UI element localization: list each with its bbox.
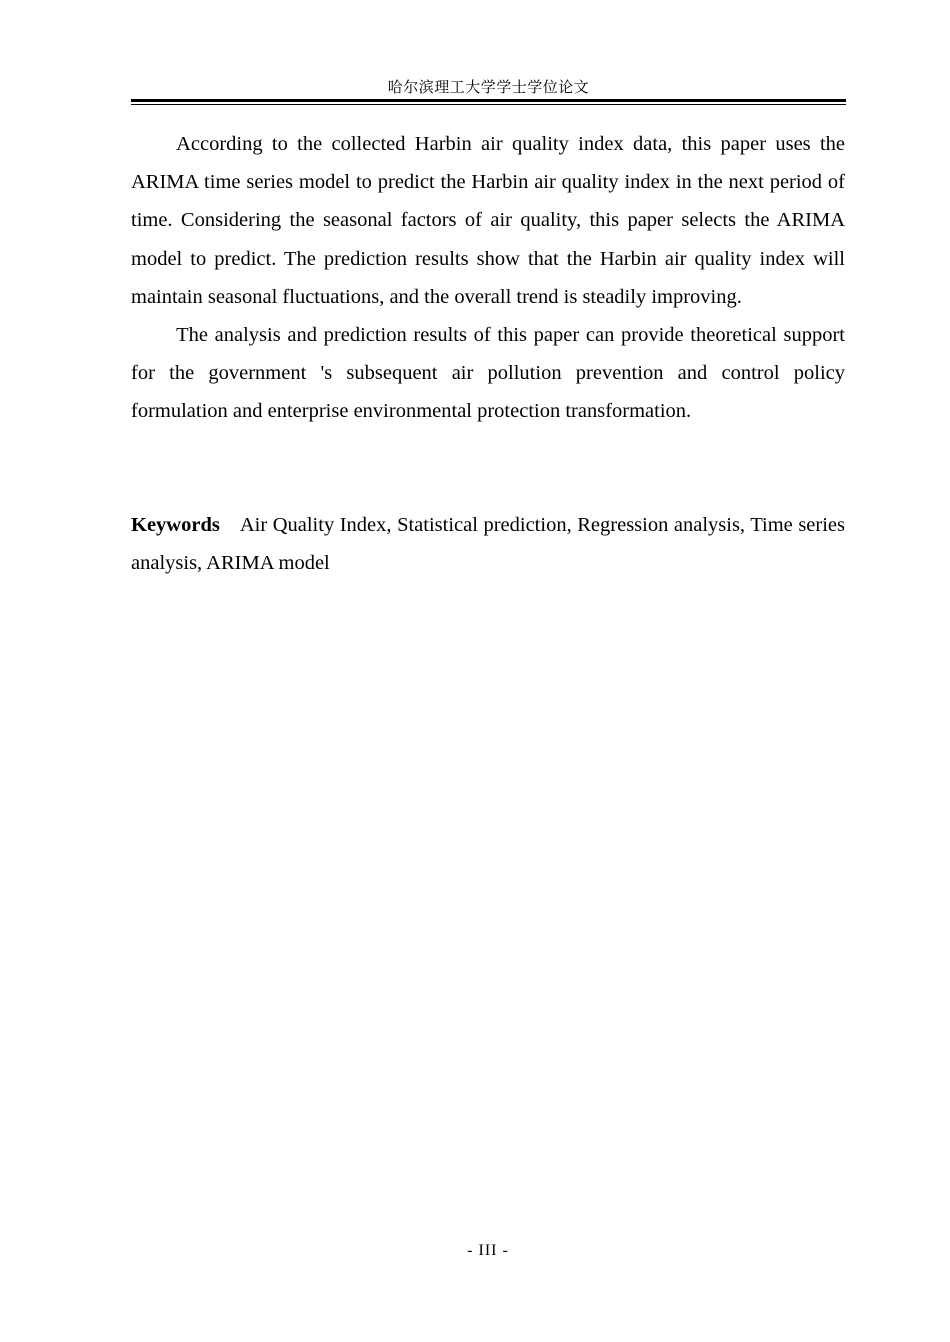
abstract-body (131, 125, 845, 431)
header-rule-thin (131, 104, 846, 105)
keywords-label: Keywords (131, 514, 220, 536)
page-number: - III - (467, 1242, 509, 1259)
keywords-text: Air Quality Index, Statistical prediction, Regression analysis, Time series analysis, ARIMA model (131, 514, 845, 575)
keywords-block (131, 506, 845, 582)
abstract-paragraph-2: The analysis and prediction results of this paper can provide theoretical support for the government 's subsequent air pollution prevention and control policy formulation and enterprise environmental protection transformation. (131, 324, 845, 423)
running-header: 哈尔滨理工大学学士学位论文 (387, 80, 590, 96)
abstract-paragraph-1: According to the collected Harbin air quality index data, this paper uses the ARIMA time series model to predict the Harbin air quality index in the next period of time. Considering the seasonal factors of air quality, this paper selects the ARIMA model to predict. The prediction results show that the Harbin air quality index will maintain seasonal fluctuations, and the overall trend is steadily improving. (131, 133, 845, 308)
header-rule-thick (131, 99, 846, 102)
